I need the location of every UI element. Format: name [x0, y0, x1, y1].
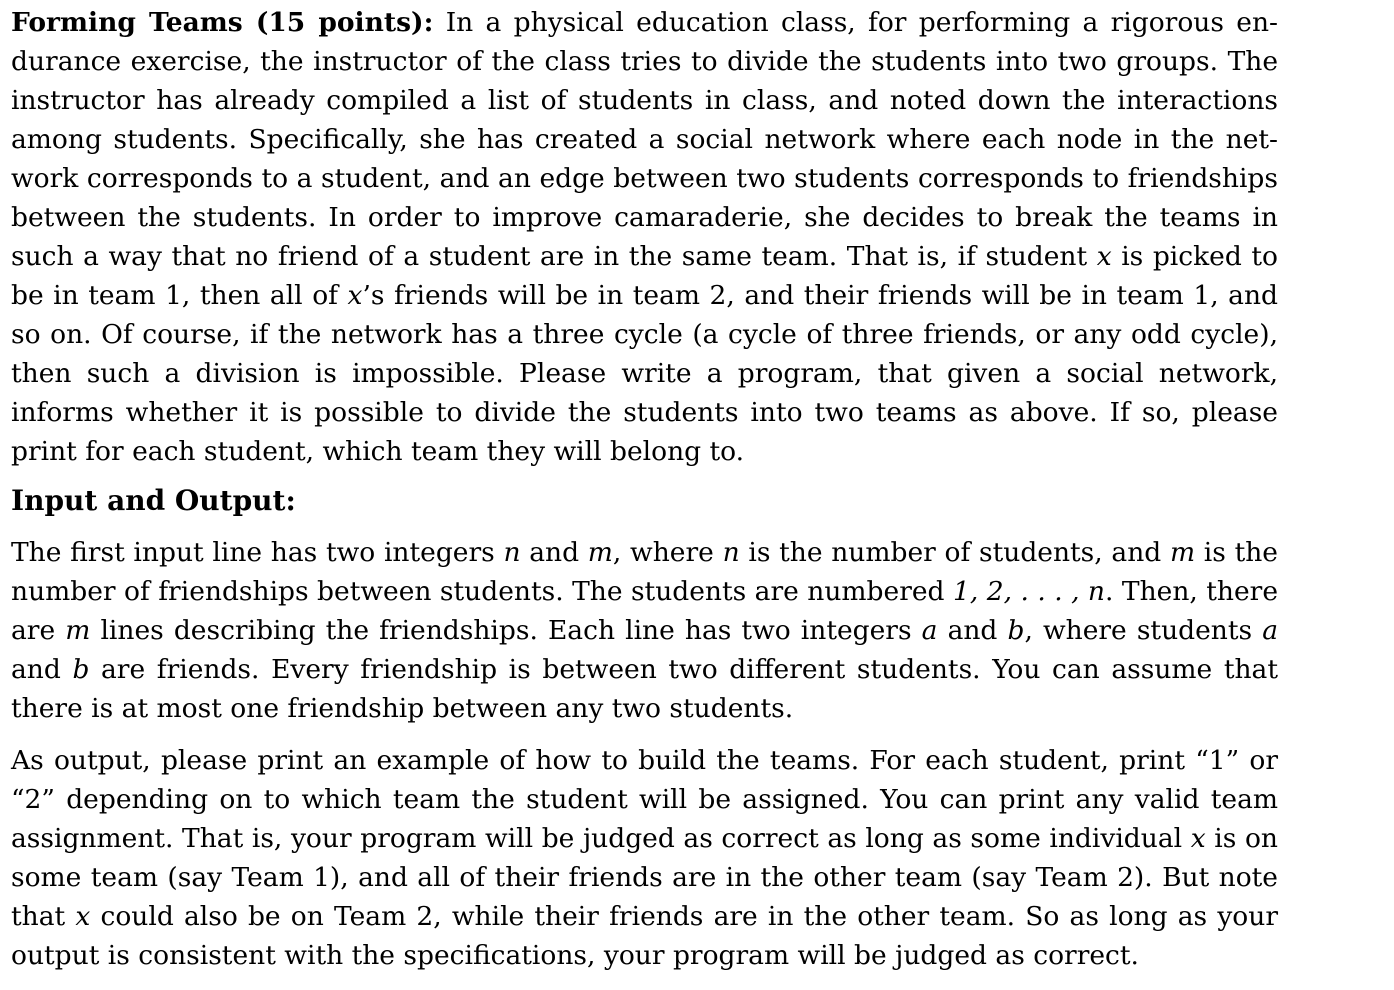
- problem-title: Forming Teams (15 points):: [11, 7, 434, 38]
- input-text: is the number of friendships between students. The students are numbered: [11, 537, 1278, 607]
- math-var: a: [921, 615, 938, 646]
- input-text: , where students: [1024, 615, 1263, 646]
- math-var: b: [72, 654, 90, 685]
- section-heading: Input and Output:: [11, 484, 296, 517]
- input-text: lines describing the friendships. Each line has two integers: [90, 615, 922, 646]
- math-var: x: [75, 901, 91, 932]
- input-text: and: [520, 537, 588, 568]
- statement-text: ’s friends will be in team 2, and their friends will be in team 1, and so on. Of course, if the network has a three cycle (a cycle of three friends, or any odd cycle), then such a division is impossible. Please write a program, that given a social network, informs whether it is possible to divide the students into two teams as above. If so, please print for each student, which team they will belong to.: [11, 280, 1278, 467]
- input-text: are friends. Every friendship is between two different students. You can assume that there is at most one friendship between any two students.: [11, 654, 1278, 724]
- math-var: m: [1169, 537, 1196, 568]
- input-text: and: [937, 615, 1008, 646]
- input-description: [11, 533, 1278, 728]
- output-text: is on some team (say Team 1), and all of their friends are in the other team (say Team 2). But note that: [11, 823, 1278, 932]
- math-var: x: [1096, 241, 1112, 272]
- output-text: As output, please print an example of how to build the teams. For each student, print “1” or “2” depending on to which team the student will be assigned. You can print any valid team assignment. That is, your program will be judged as correct as long as some individual: [11, 745, 1278, 854]
- input-text: is the number of students, and: [739, 537, 1170, 568]
- math-var: m: [65, 615, 91, 646]
- problem-page: [11, 0, 1278, 975]
- math-var: b: [1007, 615, 1025, 646]
- problem-statement: [11, 0, 1278, 471]
- math-var: n: [503, 537, 521, 568]
- statement-text: In a physical education class, for performing a rigorous endurance exercise, the instructor of the class tries to divide the students into two groups. The instructor has already compiled a list of students in class, and noted down the interactions among students. Specifically, she has created a social network where each node in the network corresponds to a student, and an edge between two students corresponds to friendships between the students. In order to improve camaraderie, she decides to break the teams in such a way that no friend of a student are in the same team. That is, if student: [11, 7, 1278, 272]
- output-description: [11, 741, 1278, 975]
- input-text: and: [11, 654, 73, 685]
- input-text: . Then, there are: [11, 576, 1279, 646]
- input-text: , where: [612, 537, 723, 568]
- math-var: m: [587, 537, 613, 568]
- math-var: x: [1190, 823, 1206, 854]
- math-var: x: [347, 280, 363, 311]
- math-var: a: [1262, 615, 1278, 646]
- statement-text: is picked to be in team 1, then all of: [11, 241, 1278, 311]
- math-var: n: [722, 537, 740, 568]
- math-sequence: 1, 2, . . . , n: [952, 576, 1106, 607]
- input-text: The first input line has two integers: [11, 537, 504, 568]
- output-text: could also be on Team 2, while their friends are in the other team. So as long as your output is consistent with the specifications, your program will be judged as correct.: [11, 901, 1278, 971]
